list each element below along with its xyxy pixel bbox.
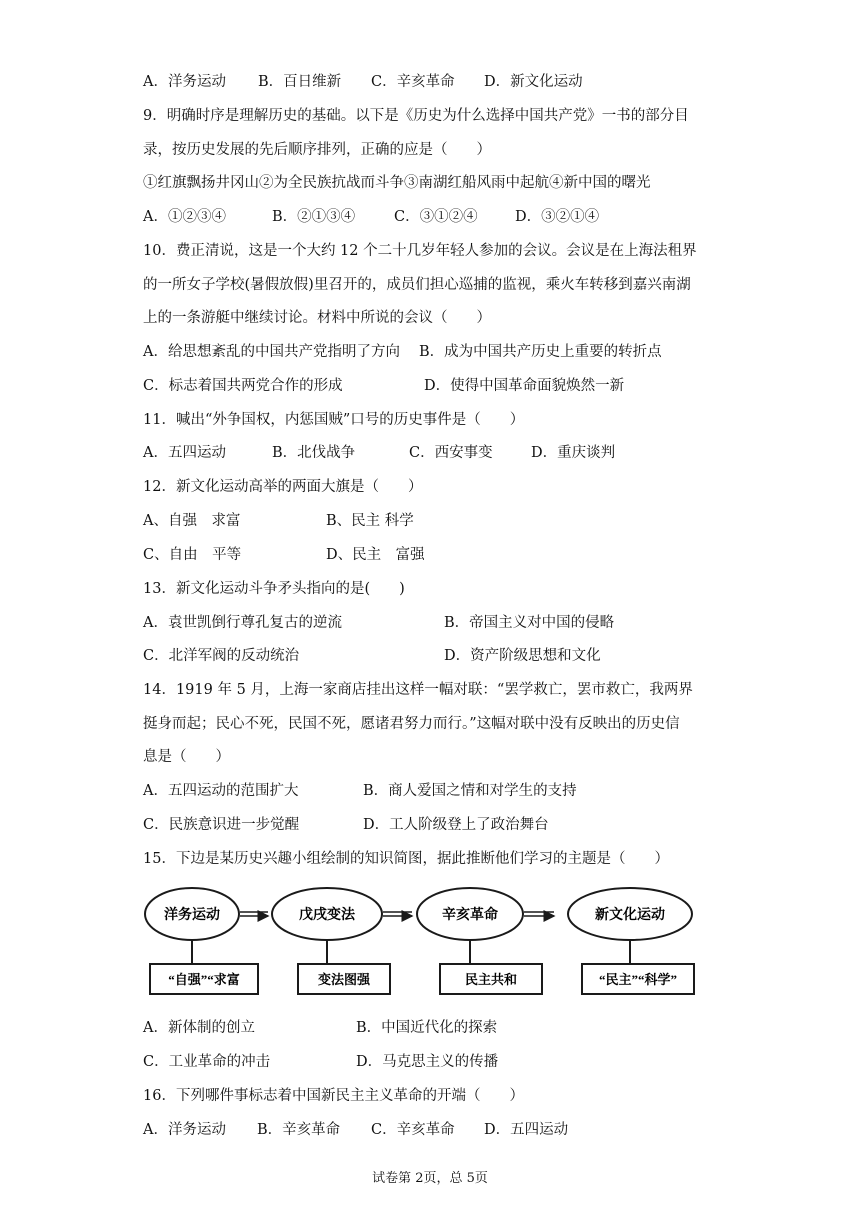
knowledge-flow-diagram	[140, 878, 700, 1002]
diagram-arrow-3	[524, 912, 554, 916]
q9-option-b: B．②①③④	[272, 209, 356, 225]
q14-stem-line-2: 挺身而起；民心不死，民国不死，愿诸君努力而行。”这幅对联中没有反映出的历史信	[143, 716, 680, 732]
q13-option-d: D．资产阶级思想和文化	[444, 648, 601, 664]
q13-stem: 13．新文化运动斗争矛头指向的是( )	[143, 581, 405, 597]
q15-option-b: B．中国近代化的探索	[356, 1020, 498, 1036]
q14-option-d: D．工人阶级登上了政治舞台	[363, 817, 549, 833]
q16-option-d: D．五四运动	[484, 1122, 569, 1138]
diagram-node-label: 戊戌变法	[299, 908, 355, 923]
q8-option-d: D．新文化运动	[484, 74, 583, 90]
q8-option-a: A．洋务运动	[143, 74, 226, 90]
q12-option-a: A、自强 求富	[143, 513, 241, 529]
q15-option-a: A．新体制的创立	[143, 1020, 255, 1036]
q16-stem: 16．下列哪件事标志着中国新民主主义革命的开端（ ）	[143, 1088, 524, 1104]
q9-option-d: D．③②①④	[515, 209, 600, 225]
q16-option-c: C．辛亥革命	[371, 1122, 455, 1138]
q11-option-b: B．北伐战争	[272, 445, 356, 461]
q8-option-c: C．辛亥革命	[371, 74, 455, 90]
q14-option-b: B．商人爱国之情和对学生的支持	[363, 783, 577, 799]
diagram-box-bianfa	[298, 964, 390, 994]
diagram-box-ziqiang	[150, 964, 258, 994]
q12-stem: 12．新文化运动高举的两面大旗是（ ）	[143, 479, 423, 495]
q10-stem-line-2: 的一所女子学校(暑假放假)里召开的，成员们担心巡捕的监视，乘火车转移到嘉兴南湖	[143, 277, 691, 293]
diagram-node-label: 新文化运动	[595, 908, 665, 923]
q14-option-a: A．五四运动的范围扩大	[143, 783, 299, 799]
q11-option-c: C．西安事变	[409, 445, 493, 461]
page-footer: 试卷第 2页，总 5页	[372, 1171, 488, 1186]
diagram-node-wuxu	[272, 888, 382, 940]
q10-option-d: D．使得中国革命面貌焕然一新	[424, 378, 625, 394]
q9-stem-line-2: 录，按历史发展的先后顺序排列，正确的应是（ ）	[143, 142, 491, 158]
q9-option-c: C．③①②④	[394, 209, 478, 225]
diagram-node-label: 洋务运动	[164, 908, 220, 923]
q15-stem: 15．下边是某历史兴趣小组绘制的知识简图，据此推断他们学习的主题是（ ）	[143, 851, 669, 867]
diagram-box-minzhu-kexue	[582, 964, 694, 994]
q10-option-c: C．标志着国共两党合作的形成	[143, 378, 343, 394]
q11-option-d: D．重庆谈判	[531, 445, 616, 461]
q11-option-a: A．五四运动	[143, 445, 226, 461]
q12-option-d: D、民主 富强	[326, 547, 425, 563]
diagram-node-label: 辛亥革命	[442, 908, 498, 923]
q10-stem-line-1: 10．费正清说，这是一个大约 12 个二十几岁年轻人参加的会议。会议是在上海法租界	[143, 243, 697, 259]
q10-option-b: B．成为中国共产历史上重要的转折点	[419, 344, 662, 360]
diagram-arrow-1	[240, 912, 268, 916]
diagram-box-minzhu-gonghe	[440, 964, 542, 994]
diagram-box-label: 变法图强	[317, 972, 371, 987]
q9-stem-line-1: 9．明确时序是理解历史的基础。以下是《历史为什么选择中国共产党》一书的部分目	[143, 108, 689, 124]
diagram-box-label: “自强”“求富	[168, 972, 240, 987]
diagram-arrow-2	[383, 912, 412, 916]
q12-option-c: C、自由 平等	[143, 547, 242, 563]
q13-option-a: A．袁世凯倒行尊孔复古的逆流	[143, 615, 342, 631]
q14-stem-line-3: 息是（ ）	[143, 749, 230, 765]
q10-option-a: A．给思想紊乱的中国共产党指明了方向	[143, 344, 400, 360]
diagram-node-xinhai	[417, 888, 523, 940]
q15-option-d: D．马克思主义的传播	[356, 1054, 499, 1070]
q9-option-a: A．①②③④	[143, 209, 226, 225]
diagram-node-xinwenhua	[568, 888, 692, 940]
q14-option-c: C．民族意识进一步觉醒	[143, 817, 300, 833]
q14-stem-line-1: 14．1919 年 5 月，上海一家商店挂出这样一幅对联：“罢学救亡，罢市救亡，我两界	[143, 682, 693, 698]
diagram-box-label: “民主”“科学”	[598, 972, 678, 987]
q10-stem-line-3: 上的一条游艇中继续讨论。材料中所说的会议（ ）	[143, 310, 491, 326]
q9-stem-line-3: ①红旗飘扬井冈山②为全民族抗战而斗争③南湖红船风雨中起航④新中国的曙光	[143, 175, 651, 191]
q12-option-b: B、民主 科学	[326, 513, 414, 529]
q11-stem: 11．喊出“外争国权，内惩国贼”口号的历史事件是（ ）	[143, 412, 525, 428]
diagram-node-yangwu	[145, 888, 239, 940]
q16-option-b: B．辛亥革命	[257, 1122, 341, 1138]
q15-option-c: C．工业革命的冲击	[143, 1054, 271, 1070]
q13-option-c: C．北洋军阀的反动统治	[143, 648, 300, 664]
q13-option-b: B．帝国主义对中国的侵略	[444, 615, 615, 631]
q8-option-b: B．百日维新	[258, 74, 342, 90]
q16-option-a: A．洋务运动	[143, 1122, 226, 1138]
diagram-box-label: 民主共和	[464, 972, 518, 987]
